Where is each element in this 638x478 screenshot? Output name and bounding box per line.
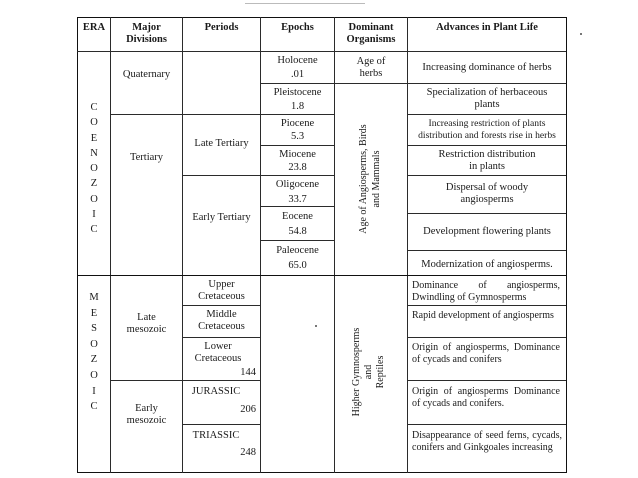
advance-text: Dominance of angiosperms, Dwindling of Gymnosperms [412, 280, 560, 303]
era-letter: N [90, 147, 98, 159]
period-jurassic: JURASSIC [191, 386, 241, 397]
table-border-bottom [77, 472, 566, 473]
period-upper-cretaceous: Upper Cretaceous [198, 279, 245, 302]
organisms-age-of-herbs: Age of herbs [356, 56, 386, 79]
advance-text: Increasing dominance of herbs [422, 62, 552, 73]
row-divider [260, 240, 334, 241]
division-tertiary: Tertiary [129, 152, 164, 163]
era-letter: I [92, 209, 96, 221]
header-major-divisions: Major Divisions [126, 22, 167, 45]
header-advances: Advances in Plant Life [436, 22, 538, 33]
epoch-age: 65.0 [288, 260, 307, 271]
period-late-tertiary: Late Tertiary [194, 138, 249, 149]
era-coenozoic [86, 100, 102, 238]
advance-text: Rapid development of angiosperms [412, 310, 554, 321]
scan-artifact [315, 325, 317, 327]
epoch-age: .01 [290, 69, 305, 80]
epoch-age: 5.3 [290, 131, 305, 142]
row-divider [260, 83, 407, 84]
header-dominant-organisms: Dominant Organisms [346, 22, 396, 45]
period-lower-cretaceous: Lower Cretaceous [194, 341, 242, 364]
header-era: ERA [82, 22, 106, 33]
advance-text: Origin of angiosperms, Dominance of cycads and conifers [412, 342, 560, 365]
era-letter: M [89, 292, 99, 303]
row-divider [182, 424, 260, 425]
epoch-age: 23.8 [288, 162, 307, 173]
row-divider [182, 114, 260, 115]
row-divider [407, 424, 566, 425]
division-early-mesozoic: Early mesozoic [126, 403, 167, 426]
epoch-name: Oligocene [275, 179, 320, 190]
header-epochs: Epochs [281, 22, 314, 33]
row-divider [110, 380, 182, 381]
row-divider [407, 114, 566, 115]
era-mesozoic [86, 290, 102, 415]
epoch-name: Miocene [279, 149, 316, 160]
period-early-tertiary: Early Tertiary [192, 212, 251, 223]
advance-text: Origin of angiosperms Dominance of cycads and conifers. [412, 386, 560, 409]
era-letter: I [92, 385, 96, 397]
division-late-mesozoic: Late mesozoic [126, 312, 167, 335]
row-divider [407, 83, 566, 84]
epoch-name: Eocene [282, 211, 313, 222]
era-letter: E [90, 307, 98, 319]
row-divider [260, 145, 334, 146]
epoch-age: 33.7 [288, 194, 307, 205]
era-letter: O [90, 338, 98, 350]
table-border-top [77, 17, 566, 18]
row-divider [182, 175, 260, 176]
table-border-left [77, 17, 78, 473]
organisms-gymnosperms: Higher Gymnosperms and Reptiles [351, 327, 386, 417]
division-quaternary: Quaternary [122, 69, 171, 80]
row-divider [407, 305, 566, 306]
row-divider [407, 337, 566, 338]
period-lower-cretaceous-age: 144 [240, 367, 256, 378]
advance-text: Modernization of angiosperms. [421, 259, 553, 270]
epoch-name: Paleocene [276, 245, 319, 256]
row-divider [407, 380, 566, 381]
era-letter: Z [90, 354, 98, 366]
advance-text: Specialization of herbaceous plants [426, 87, 548, 110]
advance-text: Dispersal of woody angiosperms [445, 182, 529, 205]
row-divider [407, 145, 566, 146]
row-divider [182, 337, 260, 338]
table-border-right [566, 17, 567, 473]
era-letter: O [90, 117, 98, 129]
row-divider [260, 206, 334, 207]
row-divider [260, 114, 334, 115]
era-letter: C [90, 401, 98, 413]
col-divider [182, 17, 183, 473]
era-letter: O [90, 163, 98, 175]
scan-artifact [580, 33, 582, 35]
era-letter: S [91, 323, 97, 335]
scan-artifact [245, 3, 365, 4]
era-letter: O [90, 193, 98, 205]
organisms-angiosperms: Age of Angiosperms, Birds and Mammals [358, 124, 382, 234]
row-divider [182, 380, 260, 381]
row-divider [182, 305, 260, 306]
era-letter: C [90, 224, 98, 236]
row-divider [407, 175, 566, 176]
period-jurassic-age: 206 [240, 404, 256, 415]
advance-text: Disappearance of seed ferns, cycads, conifers and Ginkgoales increasing [412, 430, 562, 453]
col-divider [334, 17, 335, 473]
row-divider [407, 250, 566, 251]
header-divider [77, 51, 566, 52]
period-triassic: TRIASSIC [192, 430, 240, 441]
epoch-name: Piocene [280, 118, 315, 129]
epoch-name: Holocene [277, 55, 318, 66]
period-triassic-age: 248 [240, 447, 256, 458]
period-middle-cretaceous: Middle Cretaceous [198, 309, 245, 332]
row-divider [260, 175, 334, 176]
row-divider [110, 114, 182, 115]
epoch-age: 1.8 [290, 101, 305, 112]
era-letter: C [90, 102, 98, 113]
col-divider [407, 17, 408, 473]
era-letter: O [90, 369, 98, 381]
era-divider [77, 275, 566, 276]
advance-text: Increasing restriction of plants distribution and forests rise in herbs [418, 118, 556, 141]
row-divider [407, 213, 566, 214]
era-letter: Z [90, 178, 98, 190]
epoch-name: Pleistocene [273, 87, 322, 98]
epoch-age: 54.8 [288, 226, 307, 237]
advance-text: Development flowering plants [423, 226, 551, 237]
advance-text: Restriction distribution in plants [438, 149, 536, 172]
era-letter: E [90, 132, 98, 144]
header-periods: Periods [204, 22, 239, 33]
